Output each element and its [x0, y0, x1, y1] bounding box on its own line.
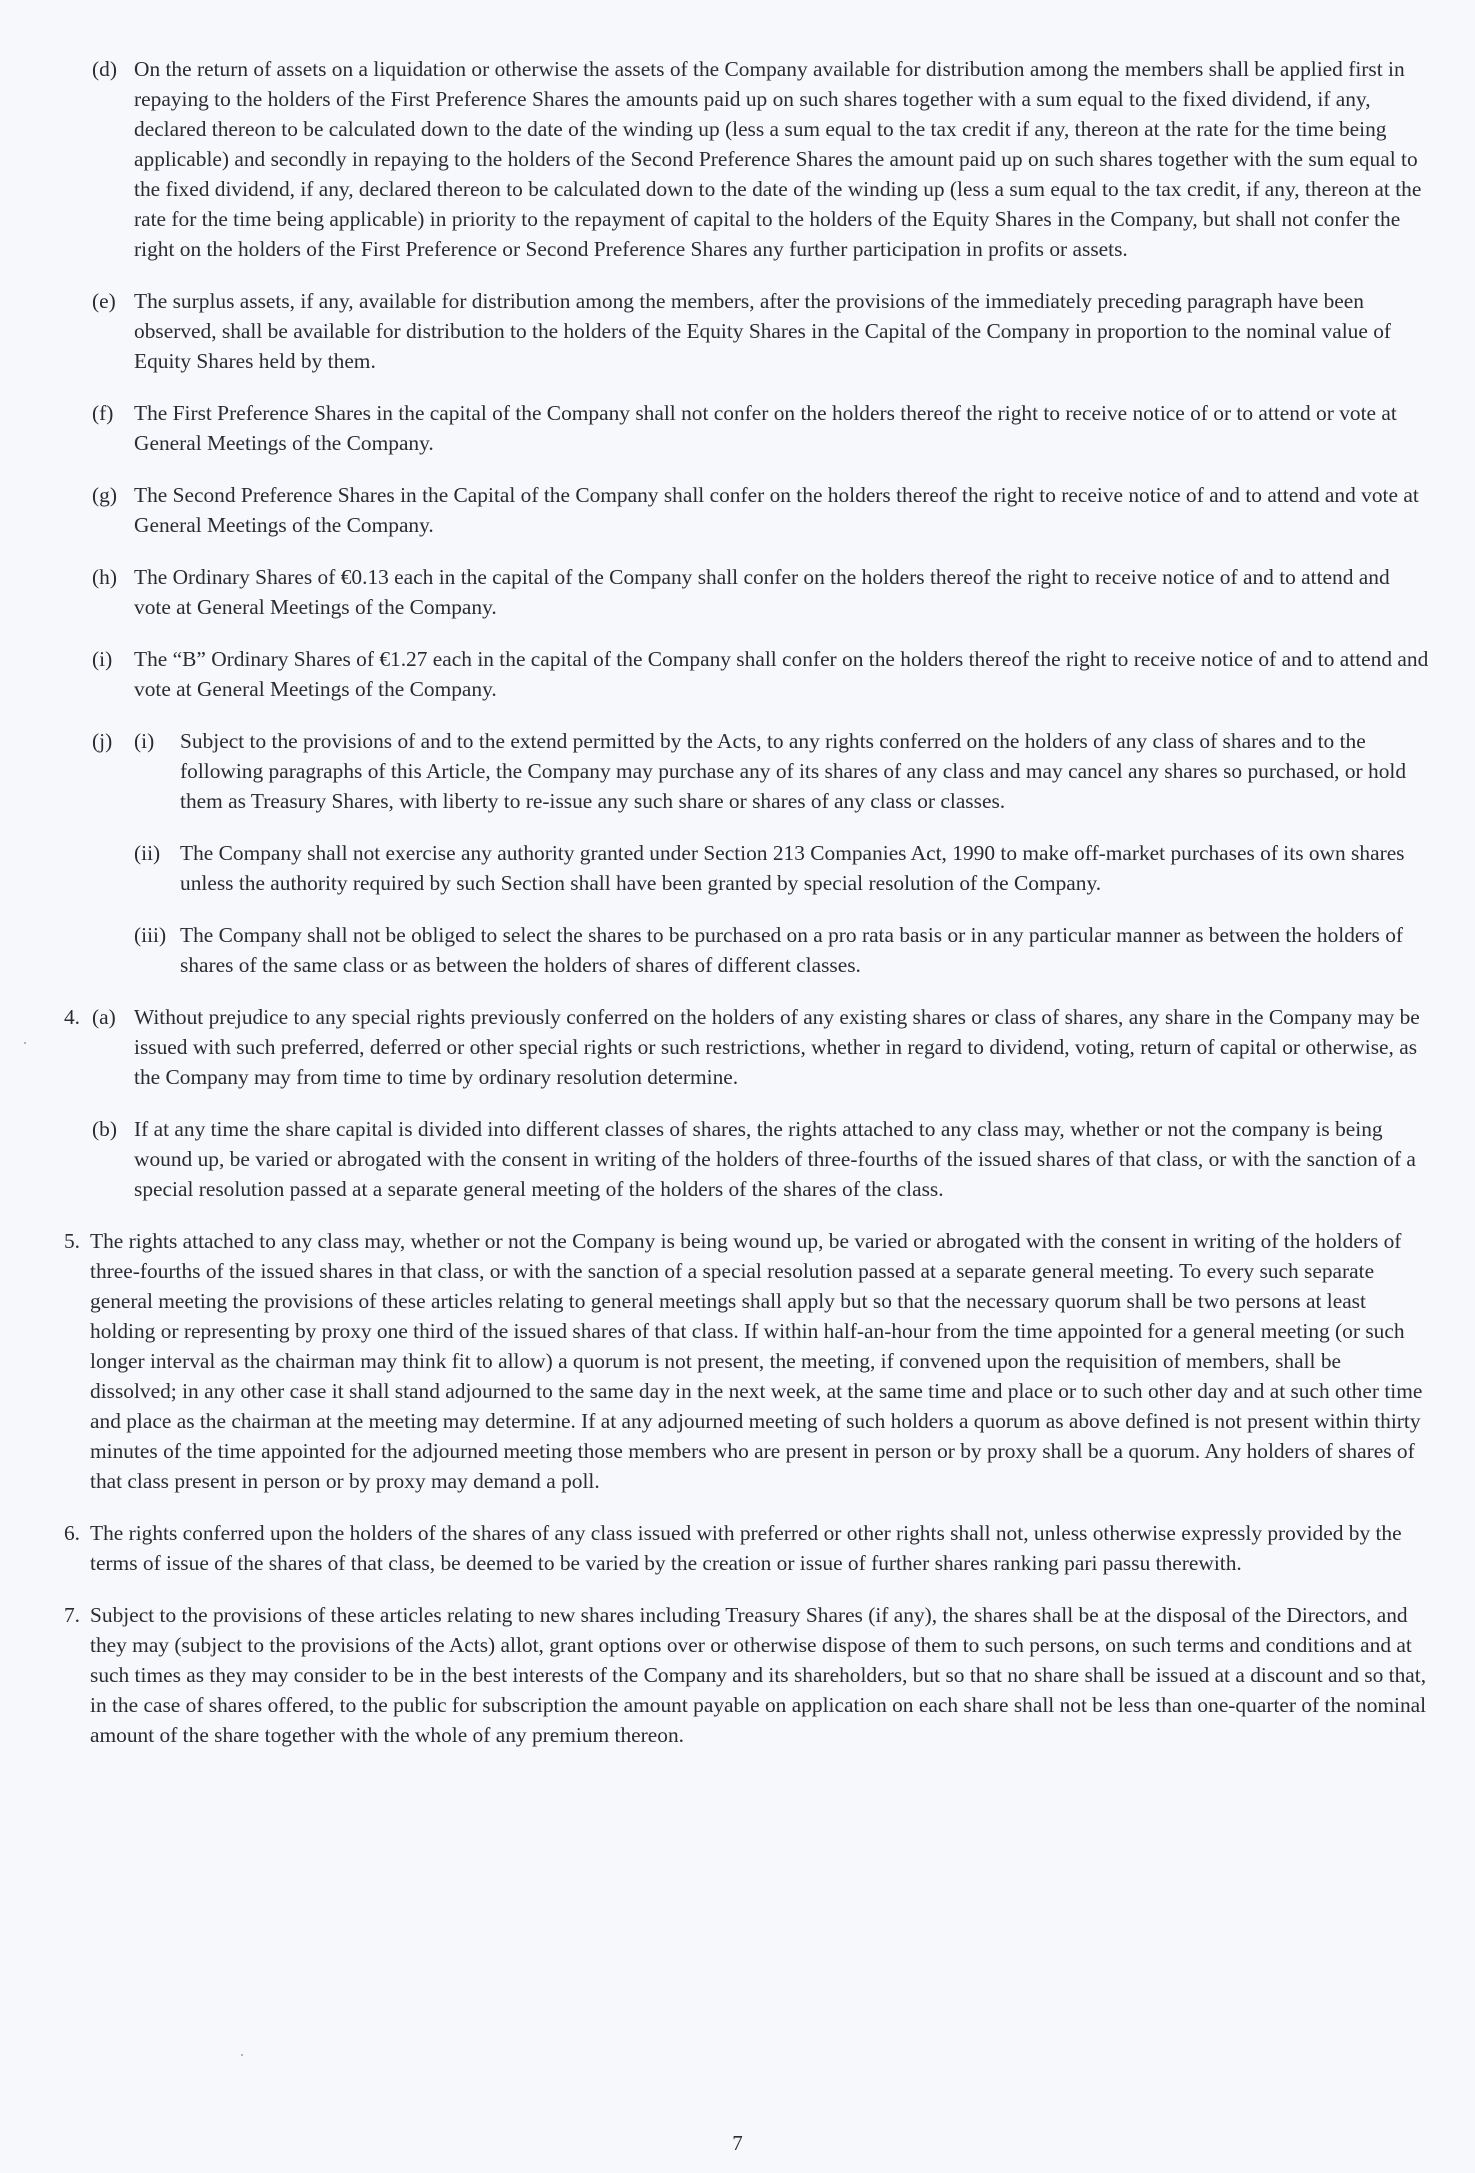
subparagraph-text: The Company shall not be obliged to select the shares to be purchased on a pro rata basis or in any particular manner as between the holders of shares of the same class or as between the holders of shares of different classes. — [180, 923, 1404, 977]
subparagraph-list — [134, 726, 1430, 980]
paragraph-label: (g) — [92, 483, 117, 507]
article-number — [52, 1114, 90, 1204]
document-body — [52, 54, 1430, 1772]
subparagraph-j-ii — [134, 838, 1430, 898]
paragraph-text: The surplus assets, if any, available for distribution among the members, after the provisions of the immediately preceding paragraph have been observed, shall be available for distribution to the holders of the Equity Shares in the Capital of the Company in proportion to the nominal value of Equity Shares held by them. — [134, 289, 1392, 373]
article-number: 7. — [63, 1603, 80, 1627]
paragraph-label: (h) — [92, 565, 117, 589]
paragraph-text: The “B” Ordinary Shares of €1.27 each in the capital of the Company shall confer on the holders thereof the right to receive notice of and to attend and vote at General Meetings of the Company. — [134, 647, 1429, 701]
paragraph-label: (e) — [92, 289, 116, 313]
article-number: 4. — [63, 1005, 80, 1029]
paragraph-3e — [52, 286, 1430, 376]
paragraph-label: (f) — [92, 401, 114, 425]
article-number — [52, 398, 90, 458]
paragraph-label: (i) — [92, 647, 113, 671]
subparagraph-text: Subject to the provisions of and to the extend permitted by the Acts, to any rights conferred on the holders of any class of shares and to the following paragraphs of this Article, the Company may purchase any of its shares of any class and may cancel any shares so purchased, or hold them as Treasury Shares, with liberty to re-issue any such share or shares of any class or classes. — [180, 729, 1407, 813]
scan-speck — [241, 2054, 243, 2056]
subparagraph-label: (iii) — [134, 923, 167, 947]
paragraph-text: The Second Preference Shares in the Capital of the Company shall confer on the holders thereof the right to receive notice of and to attend and vote at General Meetings of the Company. — [134, 483, 1419, 537]
article-text: Subject to the provisions of these articles relating to new shares including Treasury Shares (if any), the shares shall be at the disposal of the Directors, and they may (subject to the provisions of the Acts) allot, grant options over or otherwise dispose of them to such persons, on such terms and conditions and at such times as they may consider to be in the best interests of the Company and its shareholders, but so that no share shall be issued at a discount and so that, in the case of shares offered, to the public for subscription the amount payable on application on each share shall not be less than one-quarter of the nominal amount of the share together with the whole of any premium thereon. — [90, 1603, 1427, 1747]
subparagraph-j-iii — [134, 920, 1430, 980]
article-number: 5. — [63, 1229, 80, 1253]
subparagraph-text: The Company shall not exercise any authority granted under Section 213 Companies Act, 1990 to make off-market purchases of its own shares unless the authority required by such Section shall have been granted by special resolution of the Company. — [180, 841, 1405, 895]
article-5 — [52, 1226, 1430, 1496]
paragraph-3j — [52, 726, 1430, 980]
paragraph-3h — [52, 562, 1430, 622]
paragraph-text: Without prejudice to any special rights previously conferred on the holders of any existing shares or class of shares, any share in the Company may be issued with such preferred, deferred or other special rights or such restrictions, whether in regard to dividend, voting, return of capital or otherwise, as the Company may from time to time by ordinary resolution determine. — [134, 1005, 1420, 1089]
paragraph-text: The Ordinary Shares of €0.13 each in the capital of the Company shall confer on the holders thereof the right to receive notice of and to attend and vote at General Meetings of the Company. — [134, 565, 1390, 619]
paragraph-3d — [52, 54, 1430, 264]
article-6 — [52, 1518, 1430, 1578]
article-text: The rights attached to any class may, whether or not the Company is being wound up, be varied or abrogated with the consent in writing of the holders of three-fourths of the issued shares in that class, or with the sanction of a special resolution passed at a separate general meeting. To every such separate general meeting the provisions of these articles relating to general meetings shall apply but so that the necessary quorum shall be two persons at least holding or representing by proxy one third of the issued shares of that class. If within half-an-hour from the time appointed for a general meeting (or such longer interval as the chairman may think fit to allow) a quorum is not present, the meeting, if convened upon the requisition of members, shall be dissolved; in any other case it shall stand adjourned to the same day in the next week, at the same time and place or to such other day and at such other time and place as the chairman at the meeting may determine. If at any adjourned meeting of such holders a quorum as above defined is not present within thirty minutes of the time appointed for the adjourned meeting those members who are present in person or by proxy shall be a quorum. Any holders of shares of that class present in person or by proxy may demand a poll. — [90, 1229, 1423, 1493]
article-number — [52, 562, 90, 622]
subparagraph-label: (i) — [134, 729, 155, 753]
paragraph-label: (j) — [92, 729, 113, 753]
article-number: 6. — [63, 1521, 80, 1545]
scan-speck — [24, 1042, 26, 1044]
paragraph-3g — [52, 480, 1430, 540]
article-4b — [52, 1114, 1430, 1204]
paragraph-label: (a) — [92, 1005, 116, 1029]
subparagraph-label: (ii) — [134, 841, 161, 865]
paragraph-3f — [52, 398, 1430, 458]
subparagraph-j-i — [134, 726, 1430, 816]
paragraph-text: If at any time the share capital is divided into different classes of shares, the rights attached to any class may, whether or not the company is being wound up, be varied or abrogated with the consent in writing of the holders of three-fourths of the issued shares of that class, or with the sanction of a special resolution passed at a separate general meeting of the holders of the shares of the class. — [134, 1117, 1416, 1201]
article-number — [52, 480, 90, 540]
article-number — [52, 644, 90, 704]
paragraph-3i — [52, 644, 1430, 704]
article-number — [52, 286, 90, 376]
article-4a — [52, 1002, 1430, 1092]
article-7 — [52, 1600, 1430, 1750]
article-number — [52, 726, 90, 980]
paragraph-text: The First Preference Shares in the capital of the Company shall not confer on the holders thereof the right to receive notice of or to attend or vote at General Meetings of the Company. — [134, 401, 1397, 455]
paragraph-label: (d) — [92, 57, 117, 81]
paragraph-label: (b) — [92, 1117, 117, 1141]
page-number: 7 — [732, 2131, 743, 2155]
paragraph-text: On the return of assets on a liquidation or otherwise the assets of the Company available for distribution among the members shall be applied first in repaying to the holders of the First Preference Shares the amounts paid up on such shares together with a sum equal to the fixed dividend, if any, declared thereon to be calculated down to the date of the winding up (less a sum equal to the tax credit if any, thereon at the rate for the time being applicable) and secondly in repaying to the holders of the Second Preference Shares the amount paid up on such shares together with the sum equal to the fixed dividend, if any, declared thereon to be calculated down to the date of the winding up (less a sum equal to the tax credit, if any, thereon at the rate for the time being applicable) in priority to the repayment of capital to the holders of the Equity Shares in the Company, but shall not confer the right on the holders of the First Preference or Second Preference Shares any further participation in profits or assets. — [134, 57, 1422, 261]
article-text: The rights conferred upon the holders of the shares of any class issued with preferred or other rights shall not, unless otherwise expressly provided by the terms of issue of the shares of that class, be deemed to be varied by the creation or issue of further shares ranking pari passu therewith. — [90, 1521, 1402, 1575]
article-number — [52, 54, 90, 264]
